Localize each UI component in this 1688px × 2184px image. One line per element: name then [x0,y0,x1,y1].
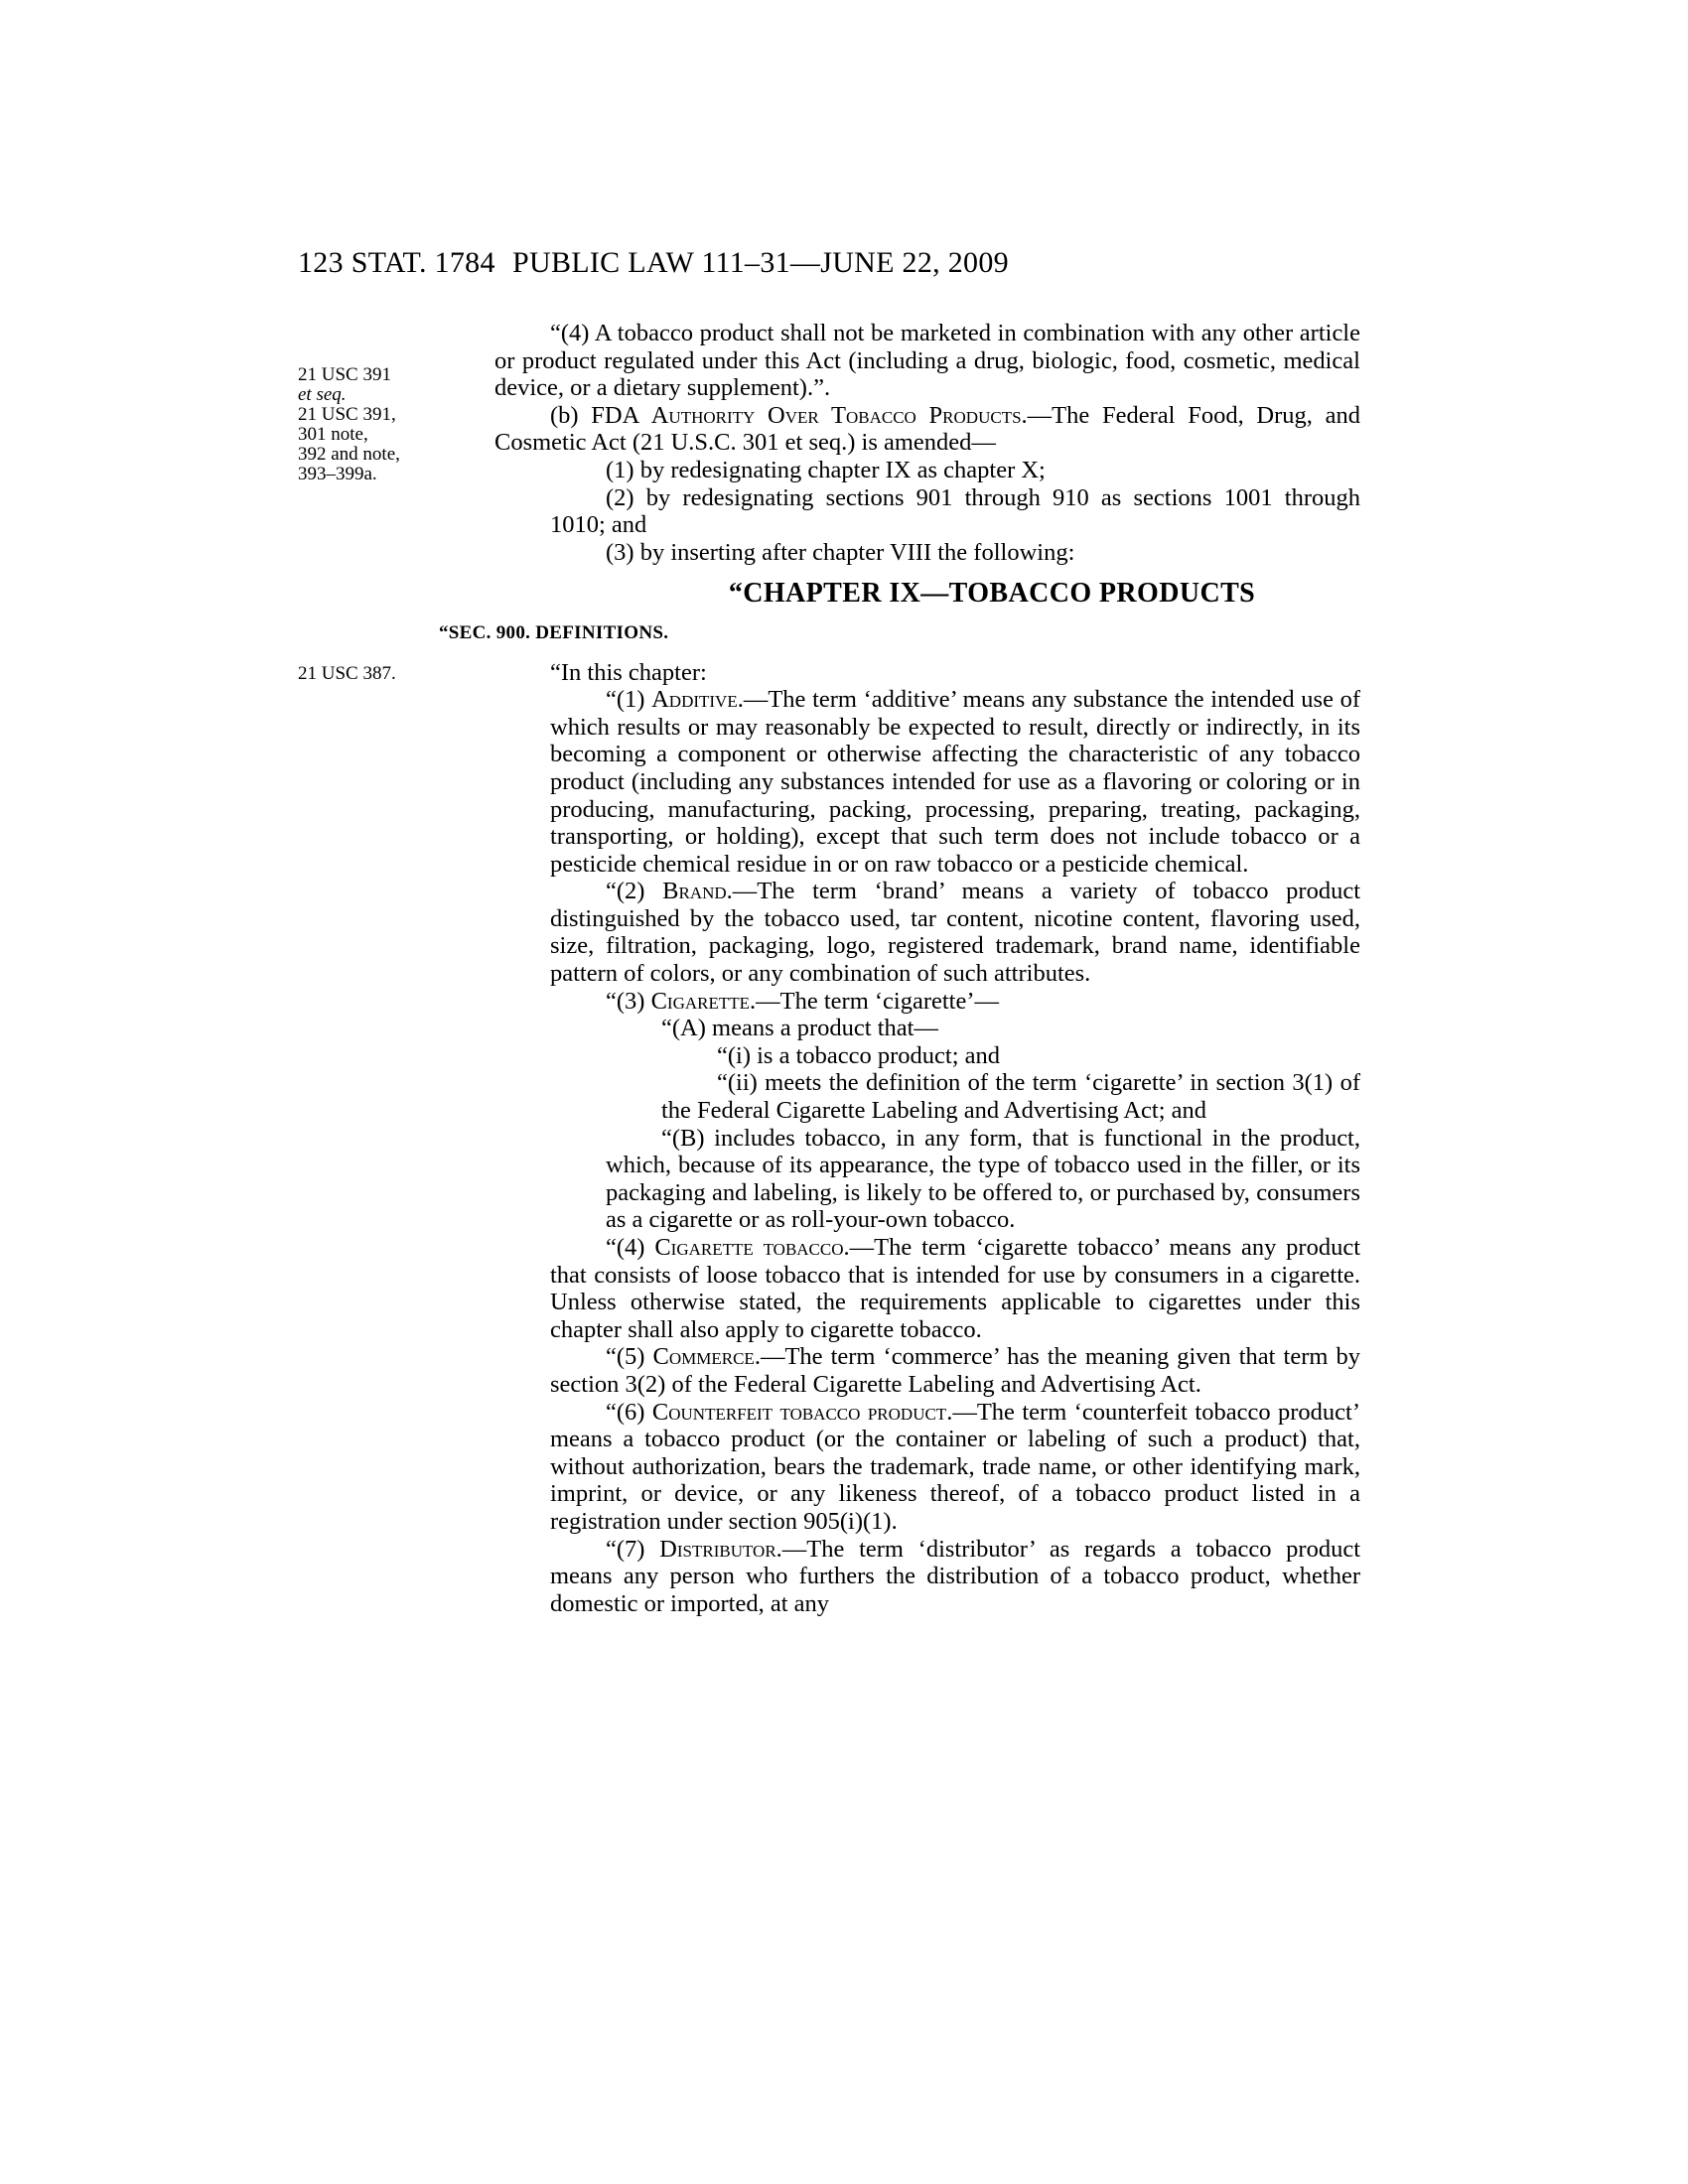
definition-term: Brand [662,878,727,905]
margin-note-line: 393–399a. [298,464,377,484]
definition-counterfeit-tobacco-product [494,1399,1360,1536]
definition-cigarette-tobacco [494,1234,1360,1343]
margin-note-line: et seq. [298,384,347,405]
definitions-intro: “In this chapter: [550,658,707,686]
amendment-item-3: (3) by inserting after chapter VIII the following: [606,538,1075,566]
stat-reference: 123 STAT. 1784 [298,246,495,279]
page-header [0,246,1688,286]
definition-term: Cigarette [650,987,751,1015]
chapter-heading: “CHAPTER IX—TOBACCO PRODUCTS [728,578,1256,610]
subsection-heading: Authority Over Tobacco Products [650,401,1022,429]
paragraph-subsection-b [494,402,1360,457]
definition-number: “(5) [606,1343,645,1371]
definition-cigarette-a-i: “(i) is a tobacco product; and [717,1041,1001,1069]
definition-number: “(1) [606,686,645,714]
amendment-item-1: (1) by redesignating chapter IX as chapter X; [606,456,1046,483]
definition-number: “(3) [606,987,645,1015]
subsection-text: .—The Federal Food, Drug, and Cosmetic Act (21 U.S.C. 301 et seq.) is amended— [494,401,1361,457]
definition-number: “(4) [606,1234,645,1261]
margin-note-line: 392 and note, [298,444,400,465]
section-heading: “SEC. 900. DEFINITIONS. [439,621,669,643]
margin-note-usc-387 [298,664,447,684]
definition-text: .—The term ‘cigarette tobacco’ means any product that consists of loose tobacco that is intended for use by consumers in a cigarette. Unless otherwise stated, the requirements applicable to cigarettes under this chapter shall also apply to cigarette tobacco. [550,1234,1361,1343]
definition-additive [494,686,1360,878]
amendment-item-2: (2) by redesignating sections 901 through 910 as sections 1001 through 1010; and [550,483,1360,539]
subsection-label: (b) FDA [550,401,638,429]
margin-note-line: 21 USC 391 [298,364,391,385]
definition-text: .—The term ‘counterfeit tobacco product’ means a tobacco product (or the container or labeling of such a product) that, without authorization, bears the trademark, trade name, or other identifying mark, imprint, or device, or any likeness thereof, of a tobacco product listed in a registration under section 905(i)(1). [550,1398,1361,1535]
margin-note-line: 21 USC 391, [298,404,396,425]
definition-number: “(6) [606,1398,645,1426]
definition-brand [494,878,1360,987]
definition-distributor [494,1536,1360,1618]
definition-term: Distributor [659,1535,776,1563]
definition-commerce [494,1343,1360,1398]
definition-term: Commerce [652,1343,755,1371]
definition-text: .—The term ‘distributor’ as regards a tobacco product means any person who furthers the distribution of a tobacco product, whether domestic or imported, at any [550,1535,1360,1617]
paragraph-item-4: “(4) A tobacco product shall not be marketed in combination with any other article or product regulated under this Act (including a drug, biologic, food, cosmetic, medical device, or a dietary supplement).”. [494,320,1360,402]
definition-cigarette [494,988,1360,1016]
definition-number: “(7) [606,1535,645,1563]
definition-text: .—The term ‘additive’ means any substance the intended use of which results or may reasonably be expected to result, directly or indirectly, in its becoming a component or otherwise affecting the characteristic of any tobacco product (including any substances intended for use as a flavoring or coloring or in producing, manufacturing, packing, processing, preparing, treating, packaging, transporting, or holding), except that such term does not include tobacco or a pesticide chemical residue in or on raw tobacco or a pesticide chemical. [550,686,1361,878]
definition-term: Counterfeit tobacco product [651,1398,947,1426]
definition-cigarette-b: “(B) includes tobacco, in any form, that is functional in the product, which, because of its appearance, the type of tobacco used in the filler, or its packaging and labeling, is likely to be offered to, or purchased by, consumers as a cigarette or as roll-your-own tobacco. [606,1124,1360,1234]
definition-term: Cigarette tobacco [654,1234,844,1261]
definition-text: .—The term ‘commerce’ has the meaning given that term by section 3(2) of the Federal Cigarette Labeling and Advertising Act. [550,1343,1360,1398]
definition-text: .—The term ‘cigarette’— [750,987,1000,1015]
statute-body [439,320,1361,1617]
definition-term: Additive [651,686,738,714]
margin-note-line: 301 note, [298,424,368,445]
definition-cigarette-a-ii: “(ii) meets the definition of the term ‘cigarette’ in section 3(1) of the Federal Cigarette Labeling and Advertising Act; and [661,1069,1360,1125]
margin-note-line: 21 USC 387. [298,663,396,684]
definition-text: .—The term ‘brand’ means a variety of tobacco product distinguished by the tobacco used, tar content, nicotine content, flavoring used, size, filtration, packaging, logo, registered trademark, brand name, identifiable pattern of colors, or any combination of such attributes. [550,878,1361,988]
margin-note-usc-391 [298,365,447,484]
definition-number: “(2) [606,878,645,905]
law-title: PUBLIC LAW 111–31—JUNE 22, 2009 [512,246,1009,279]
definition-cigarette-a: “(A) means a product that— [661,1015,938,1042]
